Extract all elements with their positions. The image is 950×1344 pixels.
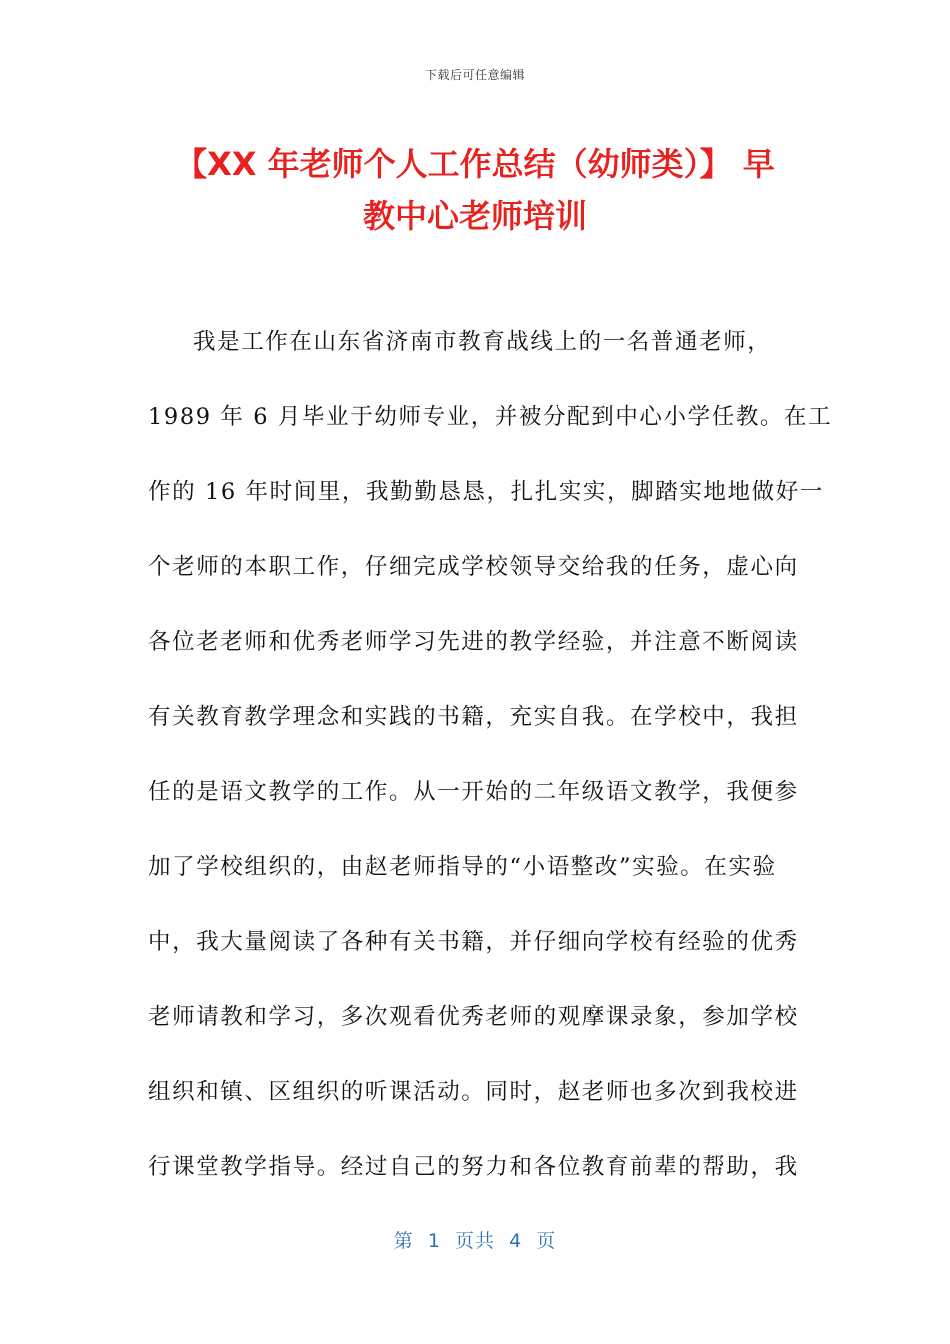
body-line: 我是工作在山东省济南市教育战线上的一名普通老师， bbox=[193, 329, 772, 355]
body-line: 中，我大量阅读了各种有关书籍，并仔细向学校有经验的优秀 bbox=[148, 929, 799, 955]
document-title bbox=[140, 138, 810, 242]
body-line: 1989 年 6 月毕业于幼师专业，并被分配到中心小学任教。在工 bbox=[148, 404, 833, 430]
title-line-1: 【XX 年老师个人工作总结（幼师类）】 早 bbox=[175, 145, 775, 183]
title-line-2: 教中心老师培训 bbox=[362, 197, 587, 235]
body-line: 各位老老师和优秀老师学习先进的教学经验，并注意不断阅读 bbox=[148, 629, 799, 655]
body-line: 个老师的本职工作，仔细完成学校领导交给我的任务，虚心向 bbox=[148, 554, 799, 580]
page-header: 下载后可任意编辑 bbox=[424, 68, 525, 82]
body-text bbox=[148, 316, 833, 1216]
body-line: 作的 16 年时间里，我勤勤恳恳，扎扎实实，脚踏实地地做好一 bbox=[148, 479, 824, 505]
body-line: 行课堂教学指导。经过自己的努力和各位教育前辈的帮助，我 bbox=[148, 1154, 799, 1180]
body-line: 有关教育教学理念和实践的书籍，充实自我。在学校中，我担 bbox=[148, 704, 799, 730]
body-line: 老师请教和学习，多次观看优秀老师的观摩课录象，参加学校 bbox=[148, 1004, 799, 1030]
page-number-footer: 第 1 页共 4 页 bbox=[393, 1230, 557, 1252]
body-line: 组织和镇、区组织的听课活动。同时，赵老师也多次到我校进 bbox=[148, 1079, 799, 1105]
body-line: 任的是语文教学的工作。从一开始的二年级语文教学，我便参 bbox=[148, 779, 799, 805]
body-line: 加了学校组织的，由赵老师指导的“小语整改”实验。在实验 bbox=[148, 854, 777, 880]
